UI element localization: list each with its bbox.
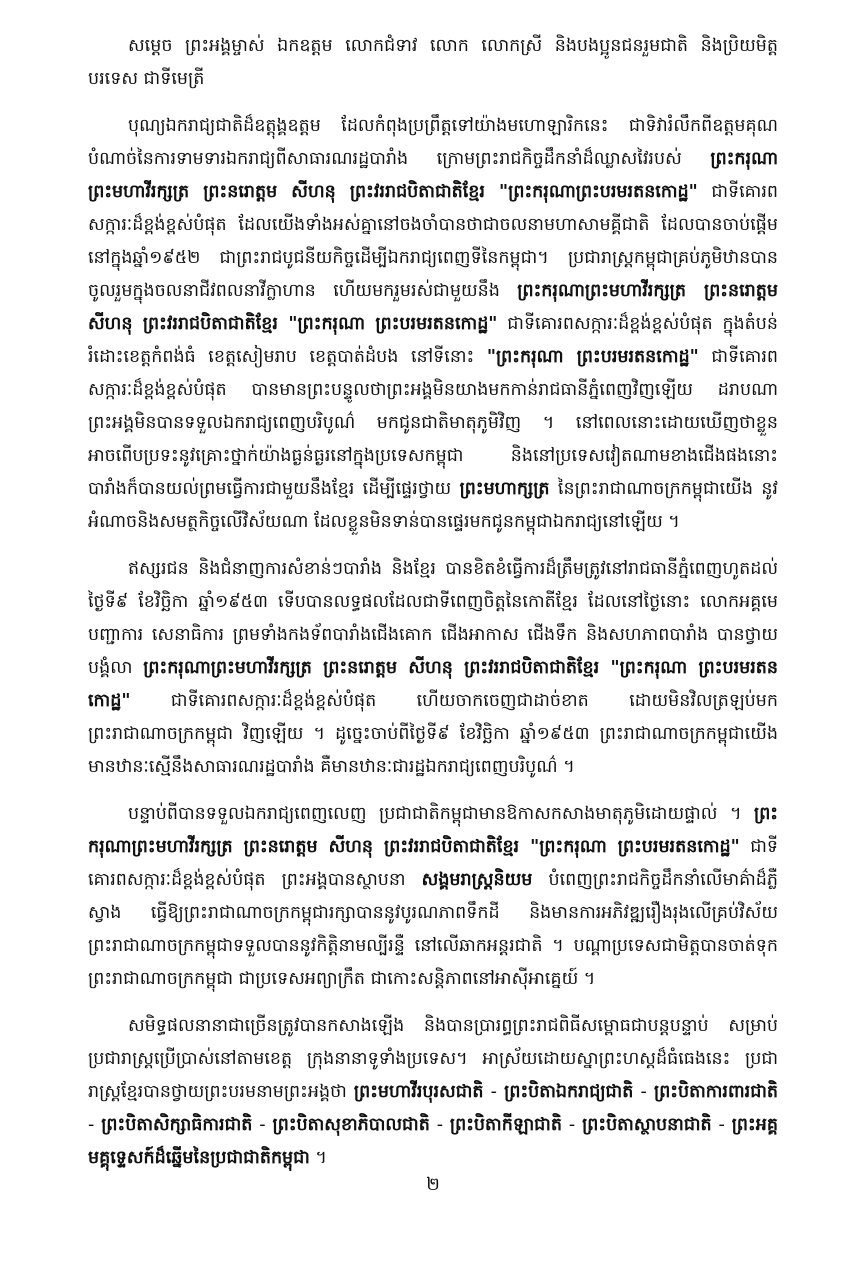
royal-title: ព្រះករុណាព្រះមហាវីរក្សត្រ ព្រះនរោត្តម សីហនុ ព្រះវររាជបិតាជាតិខ្មែរ "ព្រះករុណា ព្រះបរមរតនកោដ្ឋ"	[88, 281, 778, 334]
honorific-title: ព្រះបិតាកីឡាជាតិ	[449, 1115, 562, 1135]
sangkum-reastr-niyum: សង្គមរាស្ត្រនិយម	[421, 870, 533, 890]
text-run: នៃព្រះរាជាណាចក្រកម្ពុជាយើង នូវអំណាចនិងសមត្ថកិច្ចលើវិស័យណា ដែលខ្លួនមិនទាន់បានផ្ទេរមកជូនកម្ពុជាឯករាជ្យនៅឡើយ ។	[88, 479, 778, 532]
text-run: ជាទីគោរពសក្ការៈដ៏ខ្ពង់ខ្ពស់បំផុត ដែលយើងទាំងអស់គ្នានៅចងចាំបានថាជាចលនាមហាសាមគ្គីជាតិ ដែលបានចាប់ផ្តើមនៅក្នុងឆ្នាំ១៩៥២ ជាព្រះរាជបូជនីយកិច្ចដើម្បីឯករាជ្យពេញទីនៃកម្ពុជា។ ប្រជារាស្ត្រកម្ពុជាគ្រប់ភូមិឋានបានចូលរួមក្នុងចលនាជីវពលនាវីក្លាហាន ហើយមករួមរស់ជាមួយនឹង	[88, 182, 778, 301]
greeting-text: សម្តេច ព្រះអង្គម្ចាស់ ឯកឧត្តម លោកជំទាវ លោក លោកស្រី និងបងប្អូនជនរួមជាតិ និងប្រិយមិត្តបរទេស ជាទីមេត្រី	[88, 36, 778, 89]
text-run: ជាទីគោរពសក្ការៈដ៏ខ្ពង់ខ្ពស់បំផុត ក្នុងតំបន់រំដោះខេត្តកំពង់ធំ ខេត្តសៀមរាប ខេត្តបាត់ដំបង នៅទីនោះ	[88, 314, 778, 367]
honorific-title: ព្រះបិតាស្ថាបនាជាតិ	[582, 1115, 712, 1135]
honorific-title: ព្រះបិតាឯករាជ្យជាតិ	[504, 1082, 634, 1102]
paragraph-negotiations	[88, 553, 778, 784]
honorific-title: ព្រះបិតាសុខាភិបាលជាតិ	[272, 1115, 430, 1135]
text-run: ជាទីគោរពសក្ការៈដ៏ខ្ពង់ខ្ពស់បំផុត ហើយចាកចេញជាដាច់ខាត ដោយមិនវិលត្រឡប់មកព្រះរាជាណាចក្រកម្ពុជា វិញឡើយ ។ ដូច្នេះចាប់ពីថ្ងៃទី៩ ខែវិច្ឆិកា ឆ្នាំ១៩៥៣ ព្រះរាជាណាចក្រកម្ពុជាយើង មានឋានៈស្មើនឹងសាធារណរដ្ឋបារាំង គឺមានឋានៈជារដ្ឋឯករាជ្យពេញបរិបូណ៌ ។	[88, 691, 778, 777]
royal-title: ព្រះមហាក្សត្រ	[459, 479, 550, 499]
separator: -	[429, 1115, 450, 1135]
separator: -	[633, 1082, 654, 1102]
honorific-title: ព្រះបិតាសិក្សាធិការជាតិ	[101, 1115, 253, 1135]
text-run: បន្ទាប់ពីបានទទួលឯករាជ្យពេញលេញ ប្រជាជាតិកម្ពុជាមានឱកាសកសាងមាតុភូមិដោយផ្ទាល់ ។	[128, 804, 754, 824]
honorific-title: ព្រះអគ្គមគ្គុទ្ទេសក៍ដ៏ឆ្នើមនៃប្រជាជាតិកម្ពុជា	[88, 1115, 778, 1168]
royal-title: ព្រះករុណាព្រះមហាវីរក្សត្រ ព្រះនរោត្តម សីហនុ ព្រះវររាជបិតាជាតិខ្មែរ "ព្រះករុណា ព្រះបរមរតនកោដ្ឋ"	[88, 658, 779, 711]
text-run: ជាទីគោរពសក្ការៈដ៏ខ្ពង់ខ្ពស់បំផុត ព្រះអង្គបានស្ថាបនា	[88, 837, 778, 890]
honorific-title: ព្រះមហាវីរបុរសជាតិ	[353, 1082, 484, 1102]
page-number: ២	[426, 1174, 440, 1195]
text-run: ជាទីគោរពសក្ការៈដ៏ខ្ពង់ខ្ពស់បំផុត បានមានព្រះបន្ទូលថាព្រះអង្គមិនយាងមកកាន់រាជធានីភ្នំពេញវិញឡើយ ដរាបណាព្រះអង្គមិនបានទទួលឯករាជ្យពេញបរិបូណ៌ មកជូនជាតិមាតុភូមិវិញ ។ នៅពេលនោះដោយឃើញថាខ្លួនអាចពើបប្រទះនូវគ្រោះថ្នាក់យ៉ាងធ្ងន់ធ្ងរនៅក្នុងប្រទេសកម្ពុជា និងនៅប្រទេសវៀតណាមខាងជើងផងនោះ បារាំងក៏បានយល់ព្រមធ្វើការជាមួយនឹងខ្មែរ ដើម្បីផ្ទេរថ្វាយ	[88, 347, 779, 499]
separator: -	[252, 1115, 273, 1135]
honorific-title: ព្រះបិតាការពារជាតិ	[653, 1082, 778, 1102]
text-run: បំពេញព្រះរាជកិច្ចដឹកនាំលើមាគ៌ាដ៏ភ្លឺស្វាង ធ្វើឱ្យព្រះរាជាណាចក្រកម្ពុជារក្សាបាននូវបូរណភាពទឹកដី និងមានការអភិវឌ្ឍរឿងរុងលើគ្រប់វិស័យ ព្រះរាជាណាចក្រកម្ពុជាទទួលបាននូវកិត្តិនាមល្បីរន្ទឺ នៅលើឆាកអន្តរជាតិ ។ បណ្តាប្រទេសជាមិត្តបានចាត់ទុកព្រះរាជាណាចក្រកម្ពុជា ជាប្រទេសអព្យាក្រឹត ជាកោះសន្តិភាពនៅអាស៊ីអាគ្នេយ៍ ។	[88, 870, 778, 989]
text-run: ឥស្សរជន និងជំនាញការសំខាន់ៗបារាំង និងខ្មែរ បានខិតខំធ្វើការដ៏ត្រឹមត្រូវនៅរាជធានីភ្នំពេញហូតដល់ថ្ងៃទី៩ ខែវិច្ឆិកា ឆ្នាំ១៩៥៣ ទើបបានលទ្ធផលដែលជាទីពេញចិត្តនៃកោតីខ្មែរ ដែលនៅថ្ងៃនោះ លោកអគ្គមេបញ្ជាការ សេនាធិការ ព្រមទាំងកងទ័ពបារាំងជើងគោក ជើងអាកាស ជើងទឹក និងសហភាពបារាំង បានថ្វាយបង្គំលា	[88, 559, 778, 678]
text-run: ។	[309, 1148, 327, 1168]
paragraph-nation-building	[88, 798, 778, 996]
text-run: សមិទ្ធផលនានាជាច្រើនត្រូវបានកសាងឡើង និងបានប្រារព្ធព្រះរាជពិធីសម្ពោធជាបន្តបន្ទាប់ សម្រាប់ប្រជារាស្ត្រប្រើប្រាស់នៅតាមខេត្ត ក្រុងនានាទូទាំងប្រទេស។ អាស្រ័យដោយស្នាព្រះហស្តដ៏ធំធេងនេះ ប្រជារាស្ត្រខ្មែរបានថ្វាយព្រះបរមនាមព្រះអង្គថា	[88, 1016, 778, 1102]
separator: -	[561, 1115, 583, 1135]
text-run: បុណ្យឯករាជ្យជាតិដ៏ឧត្តុង្គឧត្តម ដែលកំពុងប្រព្រឹត្តទៅយ៉ាងមហោឡារិកនេះ ជាទិវារំលឹកពីឧត្តមគុណបំណាច់នៃការទាមទារឯករាជ្យពីសាធារណរដ្ឋបារាំង ក្រោមព្រះរាជកិច្ចដឹកនាំដ៏ឈ្លាសវៃរបស់	[88, 116, 778, 169]
royal-title: ព្រះករុណាព្រះមហាវីរក្សត្រ ព្រះនរោត្តម សីហនុ ព្រះវររាជបិតាជាតិខ្មែរ "ព្រះករុណាព្រះបរមរតនកោដ្ឋ"	[88, 149, 778, 202]
royal-title: "ព្រះករុណា ព្រះបរមរតនកោដ្ឋ"	[486, 347, 699, 367]
separator: -	[88, 1115, 102, 1135]
separator: -	[483, 1082, 505, 1102]
royal-title: ព្រះករុណាព្រះមហាវីរក្សត្រ ព្រះនរោត្តម សីហនុ ព្រះវររាជបិតាជាតិខ្មែរ "ព្រះករុណា ព្រះបរមរតនកោដ្ឋ"	[88, 804, 778, 857]
separator: -	[711, 1115, 732, 1135]
paragraph-achievements	[88, 1010, 778, 1175]
greeting-paragraph	[88, 30, 778, 96]
paragraph-independence-history	[88, 110, 778, 539]
